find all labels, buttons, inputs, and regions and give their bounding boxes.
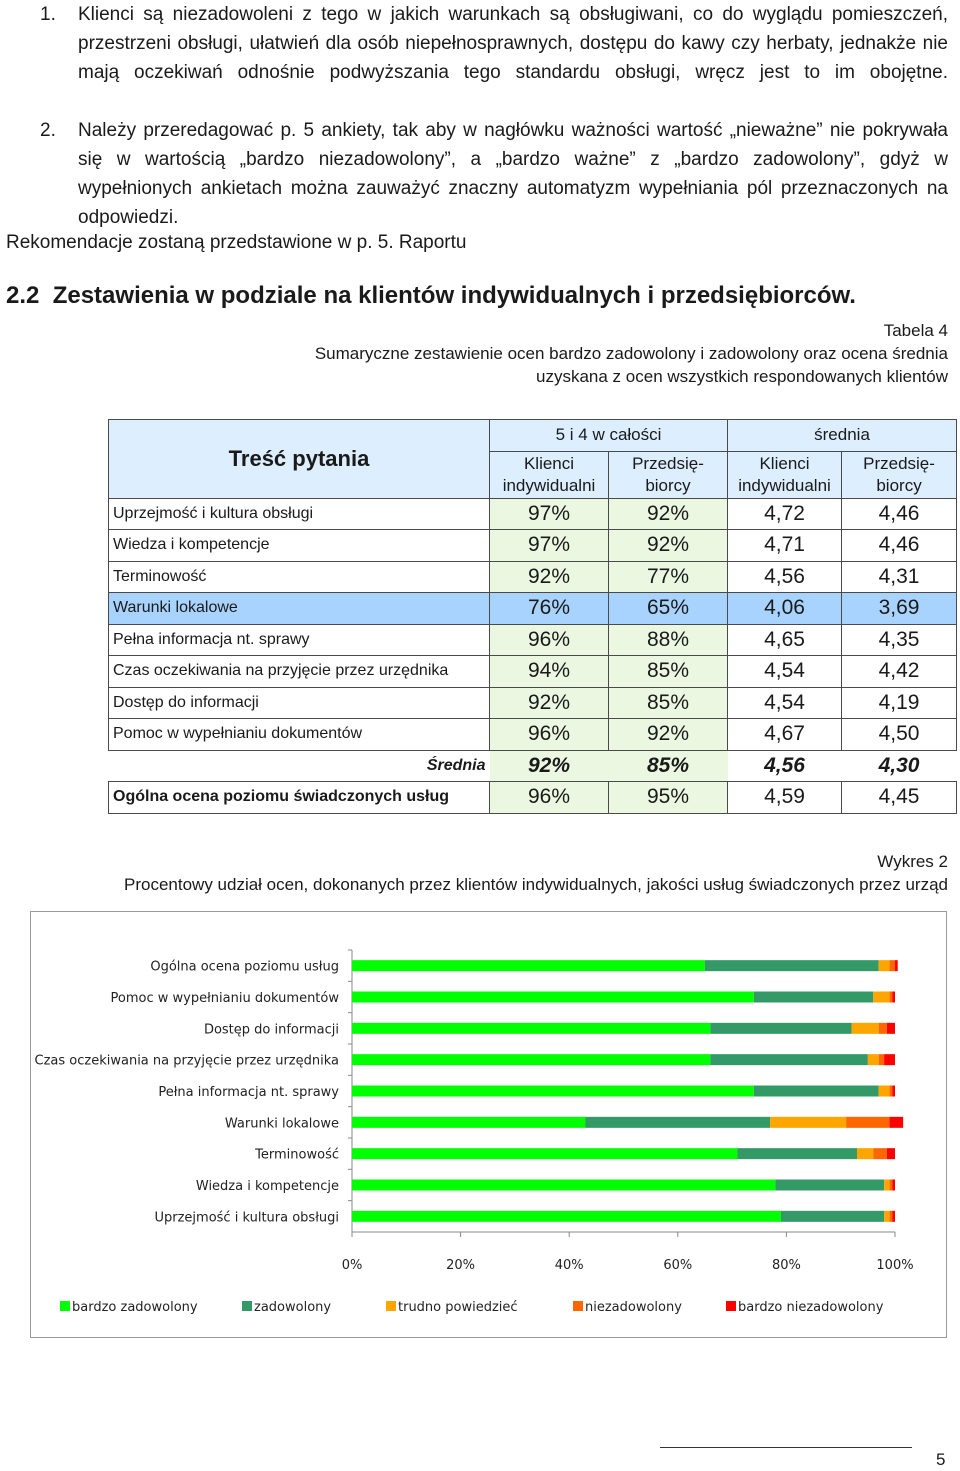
- bar-segment: [846, 1117, 889, 1128]
- avg-individual: 4,56: [728, 561, 842, 593]
- row-label: Średnia: [109, 750, 490, 782]
- bar-segment: [710, 1023, 851, 1034]
- bar-segment: [890, 1180, 893, 1191]
- bar-segment: [352, 1148, 738, 1159]
- bar-segment: [352, 960, 705, 971]
- row-label: Dostęp do informacji: [109, 687, 490, 719]
- bar-segment: [776, 1180, 885, 1191]
- pct-individual: 96%: [490, 782, 609, 814]
- bar-segment: [754, 1086, 879, 1097]
- stacked-bar-chart: [31, 912, 948, 1339]
- row-label: Pomoc w wypełnianiu dokumentów: [109, 719, 490, 751]
- table-caption-line1: Sumaryczne zestawienie ocen bardzo zadowolony i zadowolony oraz ocena średnia: [314, 344, 948, 363]
- header-individual-average: Klienci indywidualni: [728, 451, 842, 498]
- bar-segment: [890, 1086, 893, 1097]
- pct-individual: 97%: [490, 530, 609, 562]
- bar-segment: [892, 1211, 895, 1222]
- x-tick-label: 60%: [663, 1258, 693, 1273]
- bar-segment: [352, 1023, 710, 1034]
- list-number-1: 1.: [40, 4, 56, 25]
- chart-frame: [30, 911, 947, 1338]
- intro-item-1-text: Klienci są niezadowoleni z tego w jakich warunkach są obsługiwani, co do wyglądu pomieszczeń, przestrzeni obsługi, ułatwień dla osób niepełnosprawnych, dostępu do kawy czy herbaty, jednakże nie mają oczekiwań odnośnie podwyższania tego standardu obsługi, wręcz jest to im obojętne.: [78, 4, 948, 83]
- chart-caption-label: Wykres 2: [877, 852, 948, 871]
- header-business-total: Przedsię- biorcy: [609, 451, 728, 498]
- pct-business: 95%: [609, 782, 728, 814]
- bar-segment: [884, 1180, 889, 1191]
- pct-business: 85%: [609, 656, 728, 688]
- bar-segment: [892, 1086, 895, 1097]
- pct-business: 85%: [609, 750, 728, 782]
- x-tick-label: 20%: [446, 1258, 476, 1273]
- table-header-row-1: [109, 420, 957, 452]
- bar-segment: [781, 1211, 884, 1222]
- row-label: Wiedza i kompetencje: [109, 530, 490, 562]
- table-caption-label: Tabela 4: [883, 321, 948, 340]
- bar-segment: [352, 1180, 776, 1191]
- legend-swatch: [573, 1301, 583, 1311]
- bar-segment: [770, 1117, 846, 1128]
- legend-swatch: [242, 1301, 252, 1311]
- pct-business: 92%: [609, 498, 728, 530]
- bar-segment: [585, 1117, 770, 1128]
- avg-business: 3,69: [842, 593, 957, 625]
- header-group-total: 5 i 4 w całości: [490, 420, 728, 452]
- header-individual-total: Klienci indywidualni: [490, 451, 609, 498]
- pct-business: 88%: [609, 624, 728, 656]
- category-label: Czas oczekiwania na przyjęcie przez urzędnika: [34, 1053, 339, 1069]
- header-business-average: Przedsię- biorcy: [842, 451, 957, 498]
- x-tick-label: 40%: [554, 1258, 584, 1273]
- list-number-2: 2.: [40, 120, 56, 141]
- bar-segment: [352, 1117, 585, 1128]
- table-row: [109, 750, 957, 782]
- bar-segment: [890, 992, 893, 1003]
- table-caption: [48, 319, 948, 388]
- bar-segment: [754, 992, 873, 1003]
- pct-individual: 96%: [490, 624, 609, 656]
- bar-segment: [873, 992, 889, 1003]
- avg-business: 4,19: [842, 687, 957, 719]
- category-label: Wiedza i kompetencje: [195, 1179, 339, 1194]
- pct-business: 92%: [609, 530, 728, 562]
- category-label: Warunki lokalowe: [224, 1116, 339, 1132]
- bar-segment: [887, 1023, 895, 1034]
- avg-business: 4,31: [842, 561, 957, 593]
- avg-individual: 4,54: [728, 687, 842, 719]
- pct-business: 85%: [609, 687, 728, 719]
- avg-individual: 4,65: [728, 624, 842, 656]
- category-label: Dostęp do informacji: [203, 1022, 339, 1038]
- legend-label: niezadowolony: [585, 1300, 682, 1315]
- bar-segment: [884, 1054, 895, 1065]
- row-label: Warunki lokalowe: [109, 593, 490, 625]
- category-label: Terminowość: [255, 1147, 339, 1163]
- legend-swatch: [726, 1301, 736, 1311]
- avg-business: 4,50: [842, 719, 957, 751]
- table-row: [109, 687, 957, 719]
- footer-divider: [660, 1447, 912, 1448]
- row-label: Pełna informacja nt. sprawy: [109, 624, 490, 656]
- x-tick-label: 80%: [771, 1258, 801, 1273]
- pct-individual: 92%: [490, 561, 609, 593]
- chart-caption-line1: Procentowy udział ocen, dokonanych przez klientów indywidualnych, jakości usług świadczonych przez urząd: [124, 875, 948, 894]
- avg-business: 4,35: [842, 624, 957, 656]
- pct-business: 77%: [609, 561, 728, 593]
- bar-segment: [352, 1211, 781, 1222]
- recommendation-text: Rekomendacje zostaną przedstawione w p. 5. Raportu: [6, 232, 467, 253]
- row-label: Terminowość: [109, 561, 490, 593]
- bar-segment: [884, 1211, 889, 1222]
- pct-individual: 92%: [490, 687, 609, 719]
- avg-individual: 4,71: [728, 530, 842, 562]
- table-row: [109, 561, 957, 593]
- bar-segment: [887, 1148, 895, 1159]
- table-row: [109, 656, 957, 688]
- row-label: Uprzejmość i kultura obsługi: [109, 498, 490, 530]
- legend-label: bardzo zadowolony: [72, 1300, 198, 1315]
- category-label: Uprzejmość i kultura obsługi: [154, 1210, 339, 1226]
- x-tick-label: 100%: [876, 1258, 914, 1273]
- table-row: [109, 719, 957, 751]
- avg-business: 4,42: [842, 656, 957, 688]
- legend-label: zadowolony: [254, 1300, 332, 1315]
- pct-individual: 92%: [490, 750, 609, 782]
- category-label: Ogólna ocena poziomu usług: [150, 959, 339, 975]
- table-row: [109, 498, 957, 530]
- table-row: [109, 530, 957, 562]
- bar-segment: [852, 1023, 879, 1034]
- page-number: 5: [936, 1450, 946, 1469]
- bar-segment: [879, 1023, 887, 1034]
- bar-segment: [890, 1211, 893, 1222]
- avg-business: 4,46: [842, 530, 957, 562]
- bar-segment: [868, 1054, 879, 1065]
- bar-segment: [857, 1148, 873, 1159]
- bar-segment: [890, 1117, 904, 1128]
- table-caption-line2: uzyskana z ocen wszystkich respondowanych klientów: [536, 367, 948, 386]
- avg-business: 4,30: [842, 750, 957, 782]
- row-label: Ogólna ocena poziomu świadczonych usług: [109, 782, 490, 814]
- legend-label: trudno powiedzieć: [398, 1300, 518, 1315]
- bar-segment: [352, 992, 754, 1003]
- pct-individual: 94%: [490, 656, 609, 688]
- bar-segment: [890, 960, 895, 971]
- bar-segment: [879, 1054, 884, 1065]
- bar-segment: [892, 992, 895, 1003]
- header-question: Treść pytania: [109, 420, 490, 499]
- table-row: [109, 782, 957, 814]
- pct-individual: 97%: [490, 498, 609, 530]
- summary-table-body: [109, 420, 957, 814]
- chart-caption: [28, 850, 948, 896]
- avg-individual: 4,67: [728, 719, 842, 751]
- bar-segment: [352, 1054, 710, 1065]
- pct-individual: 96%: [490, 719, 609, 751]
- bar-segment: [895, 960, 898, 971]
- avg-individual: 4,54: [728, 656, 842, 688]
- header-group-average: średnia: [728, 420, 957, 452]
- avg-business: 4,45: [842, 782, 957, 814]
- avg-individual: 4,72: [728, 498, 842, 530]
- avg-individual: 4,59: [728, 782, 842, 814]
- table-row: [109, 593, 957, 625]
- bar-segment: [879, 1086, 890, 1097]
- bar-segment: [705, 960, 879, 971]
- avg-business: 4,46: [842, 498, 957, 530]
- category-label: Pełna informacja nt. sprawy: [158, 1085, 339, 1100]
- bar-segment: [710, 1054, 867, 1065]
- table-row: [109, 624, 957, 656]
- x-tick-label: 0%: [341, 1258, 363, 1273]
- pct-business: 92%: [609, 719, 728, 751]
- legend-swatch: [386, 1301, 396, 1311]
- intro-item-2-text: Należy przeredagować p. 5 ankiety, tak aby w nagłówku ważności wartość „nieważne” nie pokrywała się w wartością „bardzo niezadowolony”, a „bardzo ważne” z „bardzo zadowolony”, gdyż w wypełnionych ankietach można zauważyć znaczny automatyzm wypełniania pól przeznaczonych na odpowiedzi.: [78, 120, 948, 228]
- section-heading: 2.2 Zestawienia w podziale na klientów indywidualnych i przedsiębiorców.: [6, 282, 856, 309]
- row-label: Czas oczekiwania na przyjęcie przez urzędnika: [109, 656, 490, 688]
- legend-label: bardzo niezadowolony: [738, 1300, 884, 1315]
- bar-segment: [738, 1148, 857, 1159]
- bar-segment: [879, 960, 890, 971]
- bar-segment: [352, 1086, 754, 1097]
- legend-swatch: [60, 1301, 70, 1311]
- bar-segment: [892, 1180, 895, 1191]
- pct-business: 65%: [609, 593, 728, 625]
- category-label: Pomoc w wypełnianiu dokumentów: [110, 991, 339, 1006]
- bar-segment: [873, 1148, 887, 1159]
- summary-table: [108, 419, 957, 814]
- avg-individual: 4,06: [728, 593, 842, 625]
- pct-individual: 76%: [490, 593, 609, 625]
- avg-individual: 4,56: [728, 750, 842, 782]
